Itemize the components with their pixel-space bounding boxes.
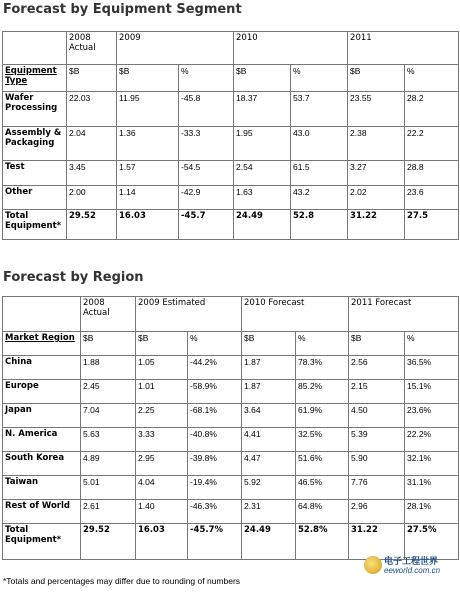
cell: 28.1% (405, 500, 459, 524)
cell: 1.88 (81, 356, 136, 380)
cell: -33.3 (179, 127, 234, 161)
cell: 4.89 (81, 452, 136, 476)
cell: -44.2% (188, 356, 242, 380)
row-label: N. America (3, 428, 81, 452)
cell: 11.95 (117, 92, 179, 127)
cell: 5.63 (81, 428, 136, 452)
cell: 2.56 (349, 356, 405, 380)
row-label: Europe (3, 380, 81, 404)
cell: 2.15 (349, 380, 405, 404)
cell: 3.27 (348, 161, 405, 186)
cell: 32.5% (296, 428, 349, 452)
table-row (3, 356, 459, 380)
cell: -19.4% (188, 476, 242, 500)
year-header: 2008 Actual (81, 297, 136, 332)
cell: 46.5% (296, 476, 349, 500)
cell: -45.7% (188, 524, 242, 560)
row-label: Japan (3, 404, 81, 428)
unit-header: $B (67, 65, 117, 92)
watermark-cn: 电子工程世界 (384, 556, 439, 566)
cell: -40.8% (188, 428, 242, 452)
cell: 15.1% (405, 380, 459, 404)
row-label: Taiwan (3, 476, 81, 500)
table-row (3, 127, 459, 161)
unit-header: $B (234, 65, 291, 92)
cell: 1.40 (136, 500, 188, 524)
equipment-segment-table (2, 31, 459, 240)
year-header: 2011 Forecast (349, 297, 459, 332)
cell: -68.1% (188, 404, 242, 428)
cell: 4.04 (136, 476, 188, 500)
cell: -54.5 (179, 161, 234, 186)
cell: 7.76 (349, 476, 405, 500)
unit-header: $B (136, 332, 188, 356)
cell: 52.8% (296, 524, 349, 560)
year-header: 2008 Actual (67, 32, 117, 65)
row-label: Total Equipment* (3, 210, 67, 240)
watermark (364, 554, 456, 580)
total-row (3, 210, 459, 240)
table-row (3, 500, 459, 524)
cell: 28.2 (405, 92, 459, 127)
cell: 23.6 (405, 186, 459, 210)
cell: 16.03 (136, 524, 188, 560)
cell: 2.02 (348, 186, 405, 210)
unit-header: % (296, 332, 349, 356)
cell: 29.52 (67, 210, 117, 240)
cell: 32.1% (405, 452, 459, 476)
cell: 61.5 (291, 161, 348, 186)
cell: 22.03 (67, 92, 117, 127)
cell: 43.0 (291, 127, 348, 161)
cell: 3.45 (67, 161, 117, 186)
row-label: Wafer Processing (3, 92, 67, 127)
table-row (3, 92, 459, 127)
table-row (3, 161, 459, 186)
cell: -46.3% (188, 500, 242, 524)
cell: 1.36 (117, 127, 179, 161)
cell: 27.5 (405, 210, 459, 240)
year-header: 2011 (348, 32, 459, 65)
cell: 85.2% (296, 380, 349, 404)
cell: 78.3% (296, 356, 349, 380)
cell: 29.52 (81, 524, 136, 560)
unit-header: $B (348, 65, 405, 92)
cell: 3.64 (242, 404, 296, 428)
unit-header: $B (242, 332, 296, 356)
watermark-url: eeworld.com.cn (384, 566, 441, 575)
row-label: Total Equipment* (3, 524, 81, 560)
cell: 27.5% (405, 524, 459, 560)
cell: 2.61 (81, 500, 136, 524)
cell: 2.31 (242, 500, 296, 524)
label-header: Equipment Type (3, 65, 67, 92)
table-row (3, 476, 459, 500)
cell: -58.9% (188, 380, 242, 404)
cell: 5.01 (81, 476, 136, 500)
cell: 2.04 (67, 127, 117, 161)
cell: 16.03 (117, 210, 179, 240)
corner-cell (3, 32, 67, 65)
cell: 1.87 (242, 356, 296, 380)
cell: 31.22 (349, 524, 405, 560)
section2-title: Forecast by Region (3, 270, 144, 285)
cell: 2.45 (81, 380, 136, 404)
unit-header: % (188, 332, 242, 356)
region-table (2, 296, 459, 560)
corner-cell (3, 297, 81, 332)
unit-header: $B (81, 332, 136, 356)
cell: 1.95 (234, 127, 291, 161)
cell: 2.96 (349, 500, 405, 524)
row-label: Test (3, 161, 67, 186)
cell: 52.8 (291, 210, 348, 240)
unit-header: $B (117, 65, 179, 92)
cell: 2.54 (234, 161, 291, 186)
year-header: 2009 (117, 32, 234, 65)
unit-header: % (405, 332, 459, 356)
year-header: 2010 Forecast (242, 297, 349, 332)
row-label: Rest of World (3, 500, 81, 524)
cell: 3.33 (136, 428, 188, 452)
unit-header: % (179, 65, 234, 92)
cell: 31.1% (405, 476, 459, 500)
label-header: Market Region (3, 332, 81, 356)
table-row (3, 186, 459, 210)
cell: 51.6% (296, 452, 349, 476)
cell: 1.14 (117, 186, 179, 210)
cell: 43.2 (291, 186, 348, 210)
year-header: 2009 Estimated (136, 297, 242, 332)
cell: 4.50 (349, 404, 405, 428)
cell: 4.41 (242, 428, 296, 452)
cell: 1.63 (234, 186, 291, 210)
cell: 22.2% (405, 428, 459, 452)
cell: 7.04 (81, 404, 136, 428)
footnote: *Totals and percentages may differ due to rounding of numbers (3, 576, 241, 586)
cell: 2.25 (136, 404, 188, 428)
cell: 2.95 (136, 452, 188, 476)
cell: 4.47 (242, 452, 296, 476)
cell: 1.05 (136, 356, 188, 380)
year-header: 2010 (234, 32, 348, 65)
unit-header: $B (349, 332, 405, 356)
eeworld-logo-icon (364, 556, 382, 574)
cell: -42.9 (179, 186, 234, 210)
cell: 36.5% (405, 356, 459, 380)
cell: 64.8% (296, 500, 349, 524)
cell: 5.90 (349, 452, 405, 476)
cell: 18.37 (234, 92, 291, 127)
cell: 1.01 (136, 380, 188, 404)
cell: 5.92 (242, 476, 296, 500)
row-label: South Korea (3, 452, 81, 476)
cell: 5.39 (349, 428, 405, 452)
unit-header: % (291, 65, 348, 92)
cell: -39.8% (188, 452, 242, 476)
cell: 1.57 (117, 161, 179, 186)
cell: 28.8 (405, 161, 459, 186)
row-label: Assembly & Packaging (3, 127, 67, 161)
cell: 53.7 (291, 92, 348, 127)
cell: 31.22 (348, 210, 405, 240)
cell: -45.7 (179, 210, 234, 240)
cell: 24.49 (242, 524, 296, 560)
cell: 23.6% (405, 404, 459, 428)
unit-header: % (405, 65, 459, 92)
cell: 2.00 (67, 186, 117, 210)
table-row (3, 452, 459, 476)
cell: 22.2 (405, 127, 459, 161)
table-row (3, 428, 459, 452)
section1-title: Forecast by Equipment Segment (3, 2, 242, 17)
cell: 61.9% (296, 404, 349, 428)
cell: 1.87 (242, 380, 296, 404)
cell: 24.49 (234, 210, 291, 240)
row-label: China (3, 356, 81, 380)
cell: 23.55 (348, 92, 405, 127)
row-label: Other (3, 186, 67, 210)
table-row (3, 380, 459, 404)
cell: -45.8 (179, 92, 234, 127)
table-row (3, 404, 459, 428)
cell: 2.38 (348, 127, 405, 161)
